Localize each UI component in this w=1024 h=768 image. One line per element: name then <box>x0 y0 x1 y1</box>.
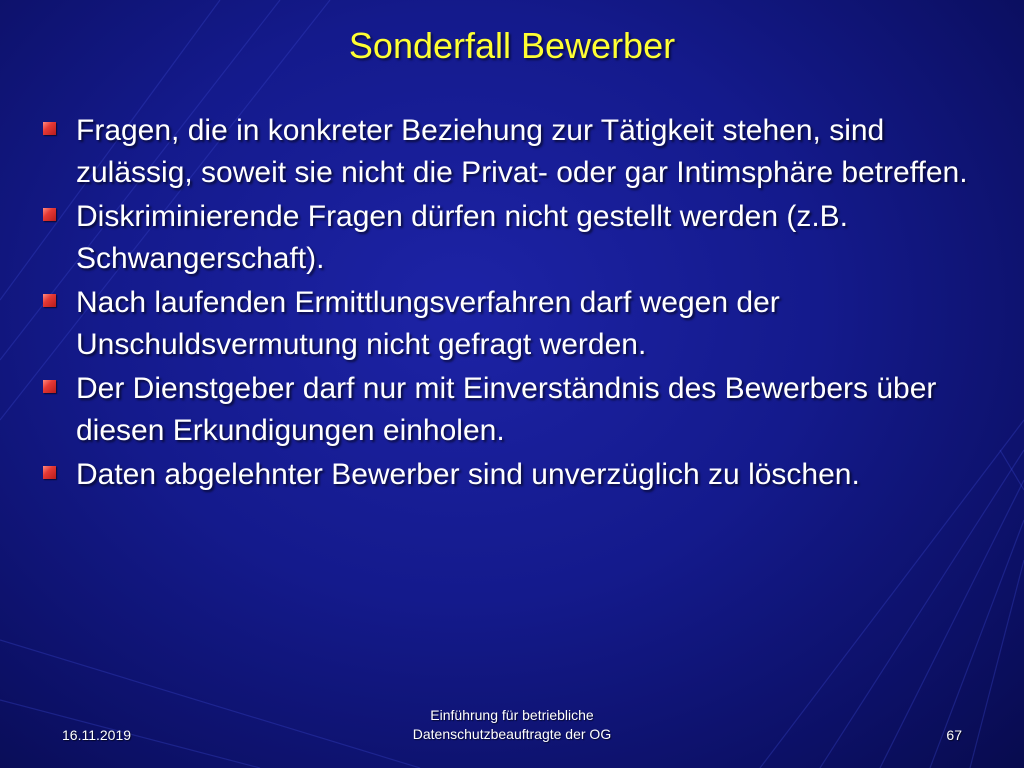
footer-caption-line-2: Datenschutzbeauftragte der OG <box>412 726 612 742</box>
slide-title: Sonderfall Bewerber <box>348 25 676 66</box>
bullet-item <box>40 196 1000 280</box>
bullet-text: Der Dienstgeber darf nur mit Einverständnis des Bewerbers über diesen Erkundigungen einholen. <box>76 372 937 447</box>
square-bullet-icon <box>43 208 56 221</box>
bullet-item <box>40 368 1000 452</box>
bullet-text: Diskriminierende Fragen dürfen nicht gestellt werden (z.B. Schwangerschaft). <box>76 200 849 275</box>
bullet-item <box>40 282 1000 366</box>
page-number: 67 <box>946 727 962 743</box>
bullet-text: Nach laufenden Ermittlungsverfahren darf wegen der Unschuldsvermutung nicht gefragt werden. <box>76 286 780 361</box>
footer-date: 16.11.2019 <box>62 727 132 743</box>
bullet-text: Fragen, die in konkreter Beziehung zur Tätigkeit stehen, sind zulässig, soweit sie nicht die Privat- oder gar Intimsphäre betreffen. <box>76 114 968 189</box>
bullet-item <box>40 454 1000 496</box>
square-bullet-icon <box>43 380 56 393</box>
footer-caption-line-1: Einführung für betriebliche <box>430 707 594 723</box>
bullet-list <box>40 110 1000 498</box>
footer-caption <box>362 706 662 744</box>
square-bullet-icon <box>43 466 56 479</box>
bullet-item <box>40 110 1000 194</box>
square-bullet-icon <box>43 294 56 307</box>
square-bullet-icon <box>43 122 56 135</box>
bullet-text: Daten abgelehnter Bewerber sind unverzüglich zu löschen. <box>76 458 860 491</box>
